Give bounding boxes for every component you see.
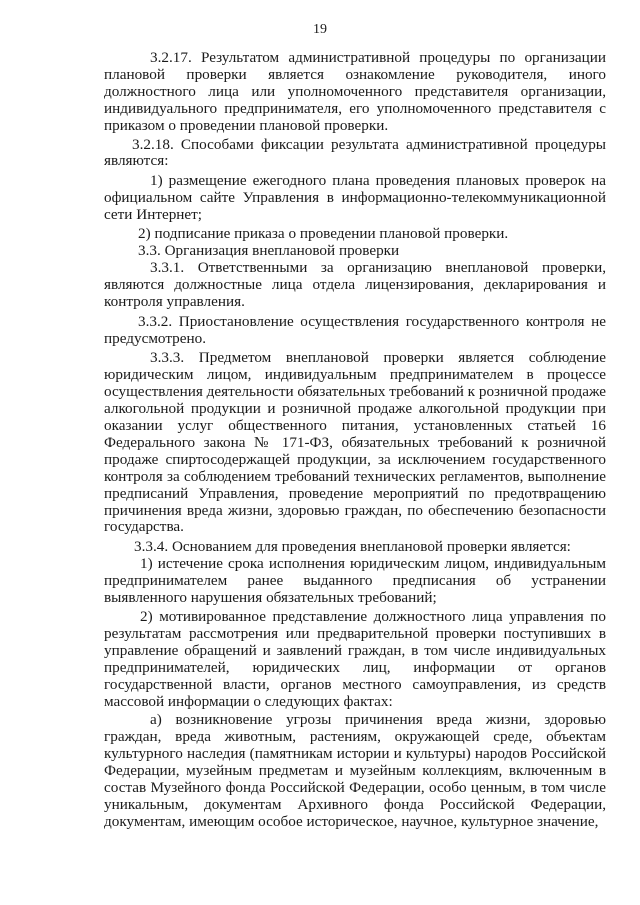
paragraph-basis-1: 1) истечение срока исполнения юридическим лицом, индивидуальным предпринимателем ранее выданного предписания об устранении выявленного нарушения обязательных требований; bbox=[104, 555, 606, 607]
paragraph-3-2-17: 3.2.17. Результатом административной процедуры по организации плановой проверки является ознакомление руководителя, иного должностного лица или уполномоченного представителя организации, индивидуального предпринимателя, его уполномоченного представителя с приказом о проведении плановой проверки. bbox=[104, 49, 606, 134]
paragraph-3-3-3: 3.3.3. Предметом внеплановой проверки является соблюдение юридическим лицом, индивидуальным предпринимателем в процессе осуществления деятельности обязательных требований к розничной продаже алкогольной продукции и розничной продаже алкогольной продукции при оказании услуг общественного питания, установленных статьей 16 Федерального закона № 171-ФЗ, обязательных требований к розничной продаже спиртосодержащей продукции, за исключением государственного контроля за соблюдением требований технических регламентов, выполнение предписаний Управления, проведение мероприятий по предотвращению причинения вреда жизни, здоровью граждан, по обеспечению безопасности государства. bbox=[104, 349, 606, 536]
paragraph-basis-2: 2) мотивированное представление должностного лица управления по результатам рассмотрения или предварительной проверки поступивших в управление обращений и заявлений граждан, в том числе индивидуальных предпринимателей, юридических лиц, информации от органов государственной власти, органов местного самоуправления, из средств массовой информации о следующих фактах: bbox=[104, 608, 606, 710]
document-body bbox=[104, 50, 606, 831]
paragraph-3-2-18: 3.2.18. Способами фиксации результата административной процедуры являются: bbox=[104, 135, 606, 170]
paragraph-subitem-a: а) возникновение угрозы причинения вреда жизни, здоровью граждан, вреда животным, растениям, окружающей среде, объектам культурного наследия (памятникам истории и культуры) народов Российской Федерации, музейным предметам и музейным коллекциям, включенным в состав Музейного фонда Российской Федерации, особо ценным, в том числе уникальным, документам Архивного фонда Российской Федерации, документам, имеющим особое историческое, научное, культурное значение, bbox=[104, 711, 606, 830]
paragraph-item-2-order: 2) подписание приказа о проведении плановой проверки. bbox=[138, 225, 509, 243]
paragraph-3-3-4: 3.3.4. Основанием для проведения внеплановой проверки является: bbox=[134, 538, 571, 556]
paragraph-3-3-2: 3.3.2. Приостановление осуществления государственного контроля не предусмотрено. bbox=[104, 312, 606, 347]
section-heading-3-3: 3.3. Организация внеплановой проверки bbox=[138, 241, 400, 259]
paragraph-item-1-plan: 1) размещение ежегодного плана проведения плановых проверок на официальном сайте Управления в информационно-телекоммуникационной сети Интернет; bbox=[104, 172, 606, 224]
paragraph-3-3-1: 3.3.1. Ответственными за организацию внеплановой проверки, являются должностные лица отдела лицензирования, декларирования и контроля управления. bbox=[104, 258, 606, 310]
page-number: 19 bbox=[313, 22, 327, 37]
